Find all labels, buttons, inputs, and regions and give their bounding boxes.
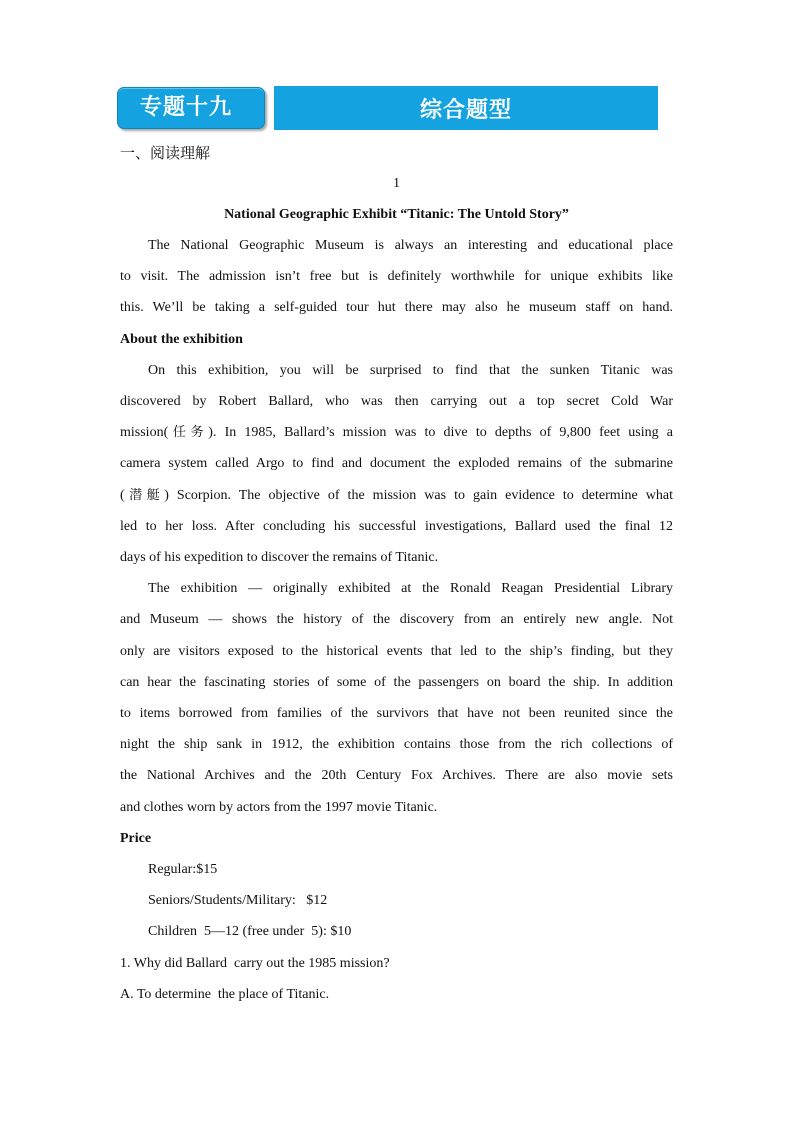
about-p2-line-4: can hear the fascinating stories of some of the passengers on board the ship. In addition <box>120 675 673 690</box>
mission-word: mission( <box>120 425 169 440</box>
about-p2-line-6: night the ship sank in 1912, the exhibition contains those from the rich collections of <box>120 737 673 752</box>
about-p1-line-4: camera system called Argo to find and document the exploded remains of the submarine <box>120 456 673 471</box>
passage-number: 1 <box>393 176 400 191</box>
price-heading: Price <box>120 831 152 846</box>
about-p1-line-6: led to her loss. After concluding his successful investigations, Ballard used the final 12 <box>120 519 673 534</box>
submarine-gloss: 潜艇 <box>124 488 165 503</box>
mission-sentence: ). In 1985, Ballard’s mission was to dive to depths of 9,800 feet using a <box>208 425 673 440</box>
price-regular: Regular:$15 <box>148 862 218 877</box>
question-1: 1. Why did Ballard carry out the 1985 mission? <box>120 956 390 971</box>
about-p1-line-1: On this exhibition, you will be surprised to find that the sunken Titanic was <box>148 363 673 378</box>
about-p1-line-5 <box>120 487 673 505</box>
about-p2-line-3: only are visitors exposed to the historical events that led to the ship’s finding, but they <box>120 644 673 659</box>
about-p2-line-7: the National Archives and the 20th Century Fox Archives. There are also movie sets <box>120 768 673 783</box>
about-p2-line-5: to items borrowed from families of the survivors that have not been reunited since the <box>120 706 673 721</box>
submarine-paren: ( <box>120 488 125 503</box>
about-p1-line-2: discovered by Robert Ballard, who was then carrying out a top secret Cold War <box>120 394 673 409</box>
about-p2-line-1: The exhibition — originally exhibited at the Ronald Reagan Presidential Library <box>148 581 673 596</box>
section-title: 一、阅读理解 <box>120 144 211 162</box>
submarine-sentence: ) Scorpion. The objective of the mission was to gain evidence to determine what <box>164 488 673 503</box>
mission-gloss: 任务 <box>168 425 209 440</box>
about-p2-line-8: and clothes worn by actors from the 1997 movie Titanic. <box>120 800 438 815</box>
intro-line-2: to visit. The admission isn’t free but is definitely worthwhile for unique exhibits like <box>120 269 673 284</box>
price-children: Children 5—12 (free under 5): $10 <box>148 924 352 939</box>
intro-line-3: this. We’ll be taking a self-guided tour hut there may also he museum staff on hand. <box>120 300 673 315</box>
question-1-option-a: A. To determine the place of Titanic. <box>120 987 330 1002</box>
about-p2-line-2: and Museum — shows the history of the discovery from an entirely new angle. Not <box>120 612 673 627</box>
about-p1-line-3 <box>120 424 673 442</box>
topic-badge: 专题十九 <box>117 87 265 129</box>
price-seniors: Seniors/Students/Military: $12 <box>148 893 328 908</box>
about-p1-line-7: days of his expedition to discover the remains of Titanic. <box>120 550 439 565</box>
passage-title: National Geographic Exhibit “Titanic: The Untold Story” <box>224 207 569 222</box>
about-heading: About the exhibition <box>120 332 243 347</box>
intro-line-1: The National Geographic Museum is always an interesting and educational place <box>148 238 673 253</box>
topic-title-banner: 综合题型 <box>274 86 658 130</box>
